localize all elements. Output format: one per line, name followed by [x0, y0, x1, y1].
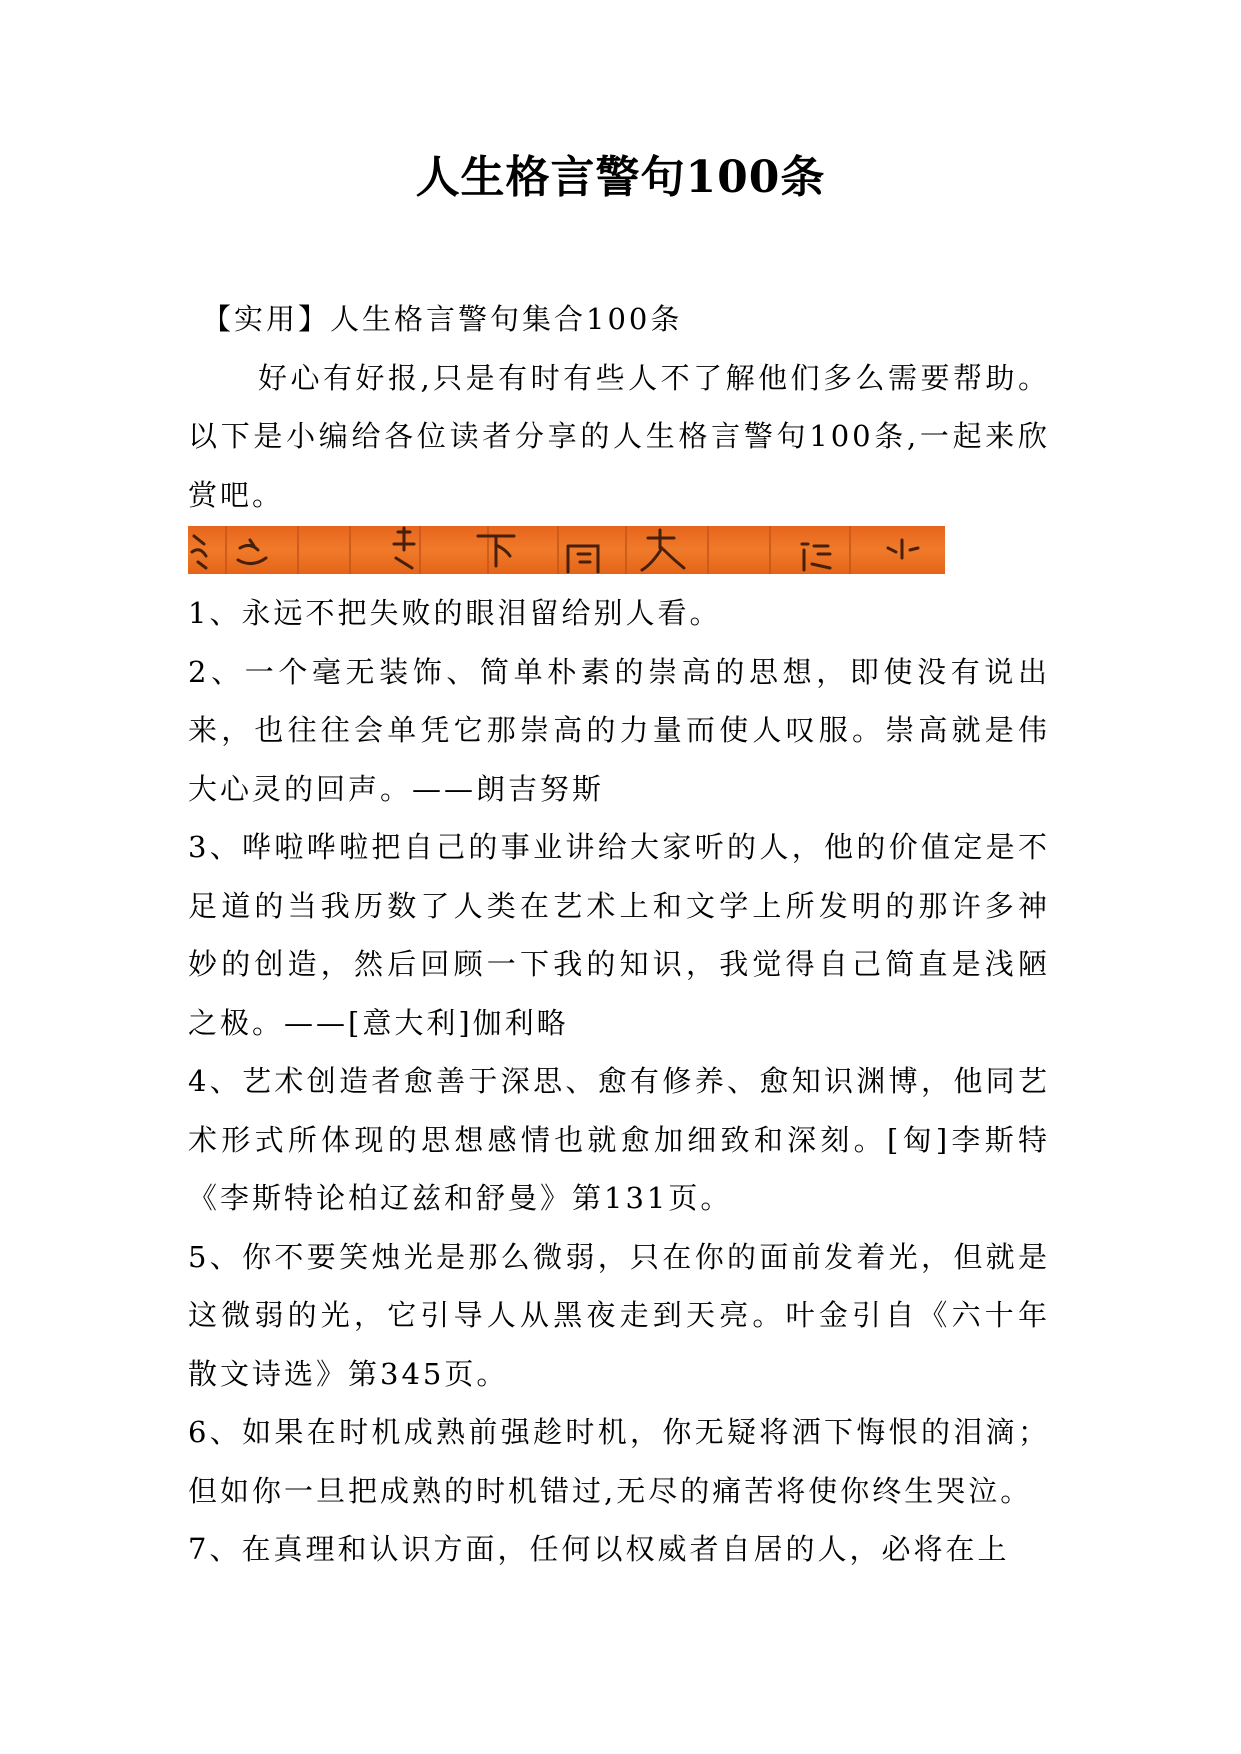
- quote-item: 3、哗啦哗啦把自己的事业讲给大家听的人，他的价值定是不足道的当我历数了人类在艺术上和文学上所发明的那许多神妙的创造，然后回顾一下我的知识，我觉得自己简直是浅陋之极。——[意大利]伽利略: [188, 830, 1050, 1040]
- document-title: 人生格言警句100条: [415, 152, 826, 203]
- calligraphy-banner-image: [188, 526, 945, 574]
- document-body: [188, 290, 1050, 1579]
- calligraphy-strokes: [188, 526, 945, 574]
- document-subtitle: 【实用】人生格言警句集合100条: [202, 302, 683, 336]
- quote-item: 4、艺术创造者愈善于深思、愈有修养、愈知识渊博，他同艺术形式所体现的思想感情也就愈加细致和深刻。[匈]李斯特《李斯特论柏辽兹和舒曼》第131页。: [188, 1064, 1050, 1215]
- quote-item: 5、你不要笑烛光是那么微弱，只在你的面前发着光，但就是这微弱的光，它引导人从黑夜走到天亮。叶金引自《六十年散文诗选》第345页。: [188, 1239, 1050, 1391]
- intro-paragraph: 好心有好报,只是有时有些人不了解他们多么需要帮助。以下是小编给各位读者分享的人生格言警句100条,一起来欣赏吧。: [188, 360, 1050, 512]
- quote-item: 1、永远不把失败的眼泪留给别人看。: [188, 596, 722, 630]
- quote-item: 2、一个毫无装饰、简单朴素的崇高的思想，即使没有说出来，也往往会单凭它那崇高的力量而使人叹服。崇高就是伟大心灵的回声。——朗吉努斯: [188, 654, 1050, 806]
- quote-item: 7、在真理和认识方面，任何以权威者自居的人，必将在上: [188, 1532, 1010, 1566]
- quote-item: 6、如果在时机成熟前强趁时机，你无疑将洒下悔恨的泪滴；但如你一旦把成熟的时机错过,无尽的痛苦将使你终生哭泣。: [188, 1415, 1050, 1508]
